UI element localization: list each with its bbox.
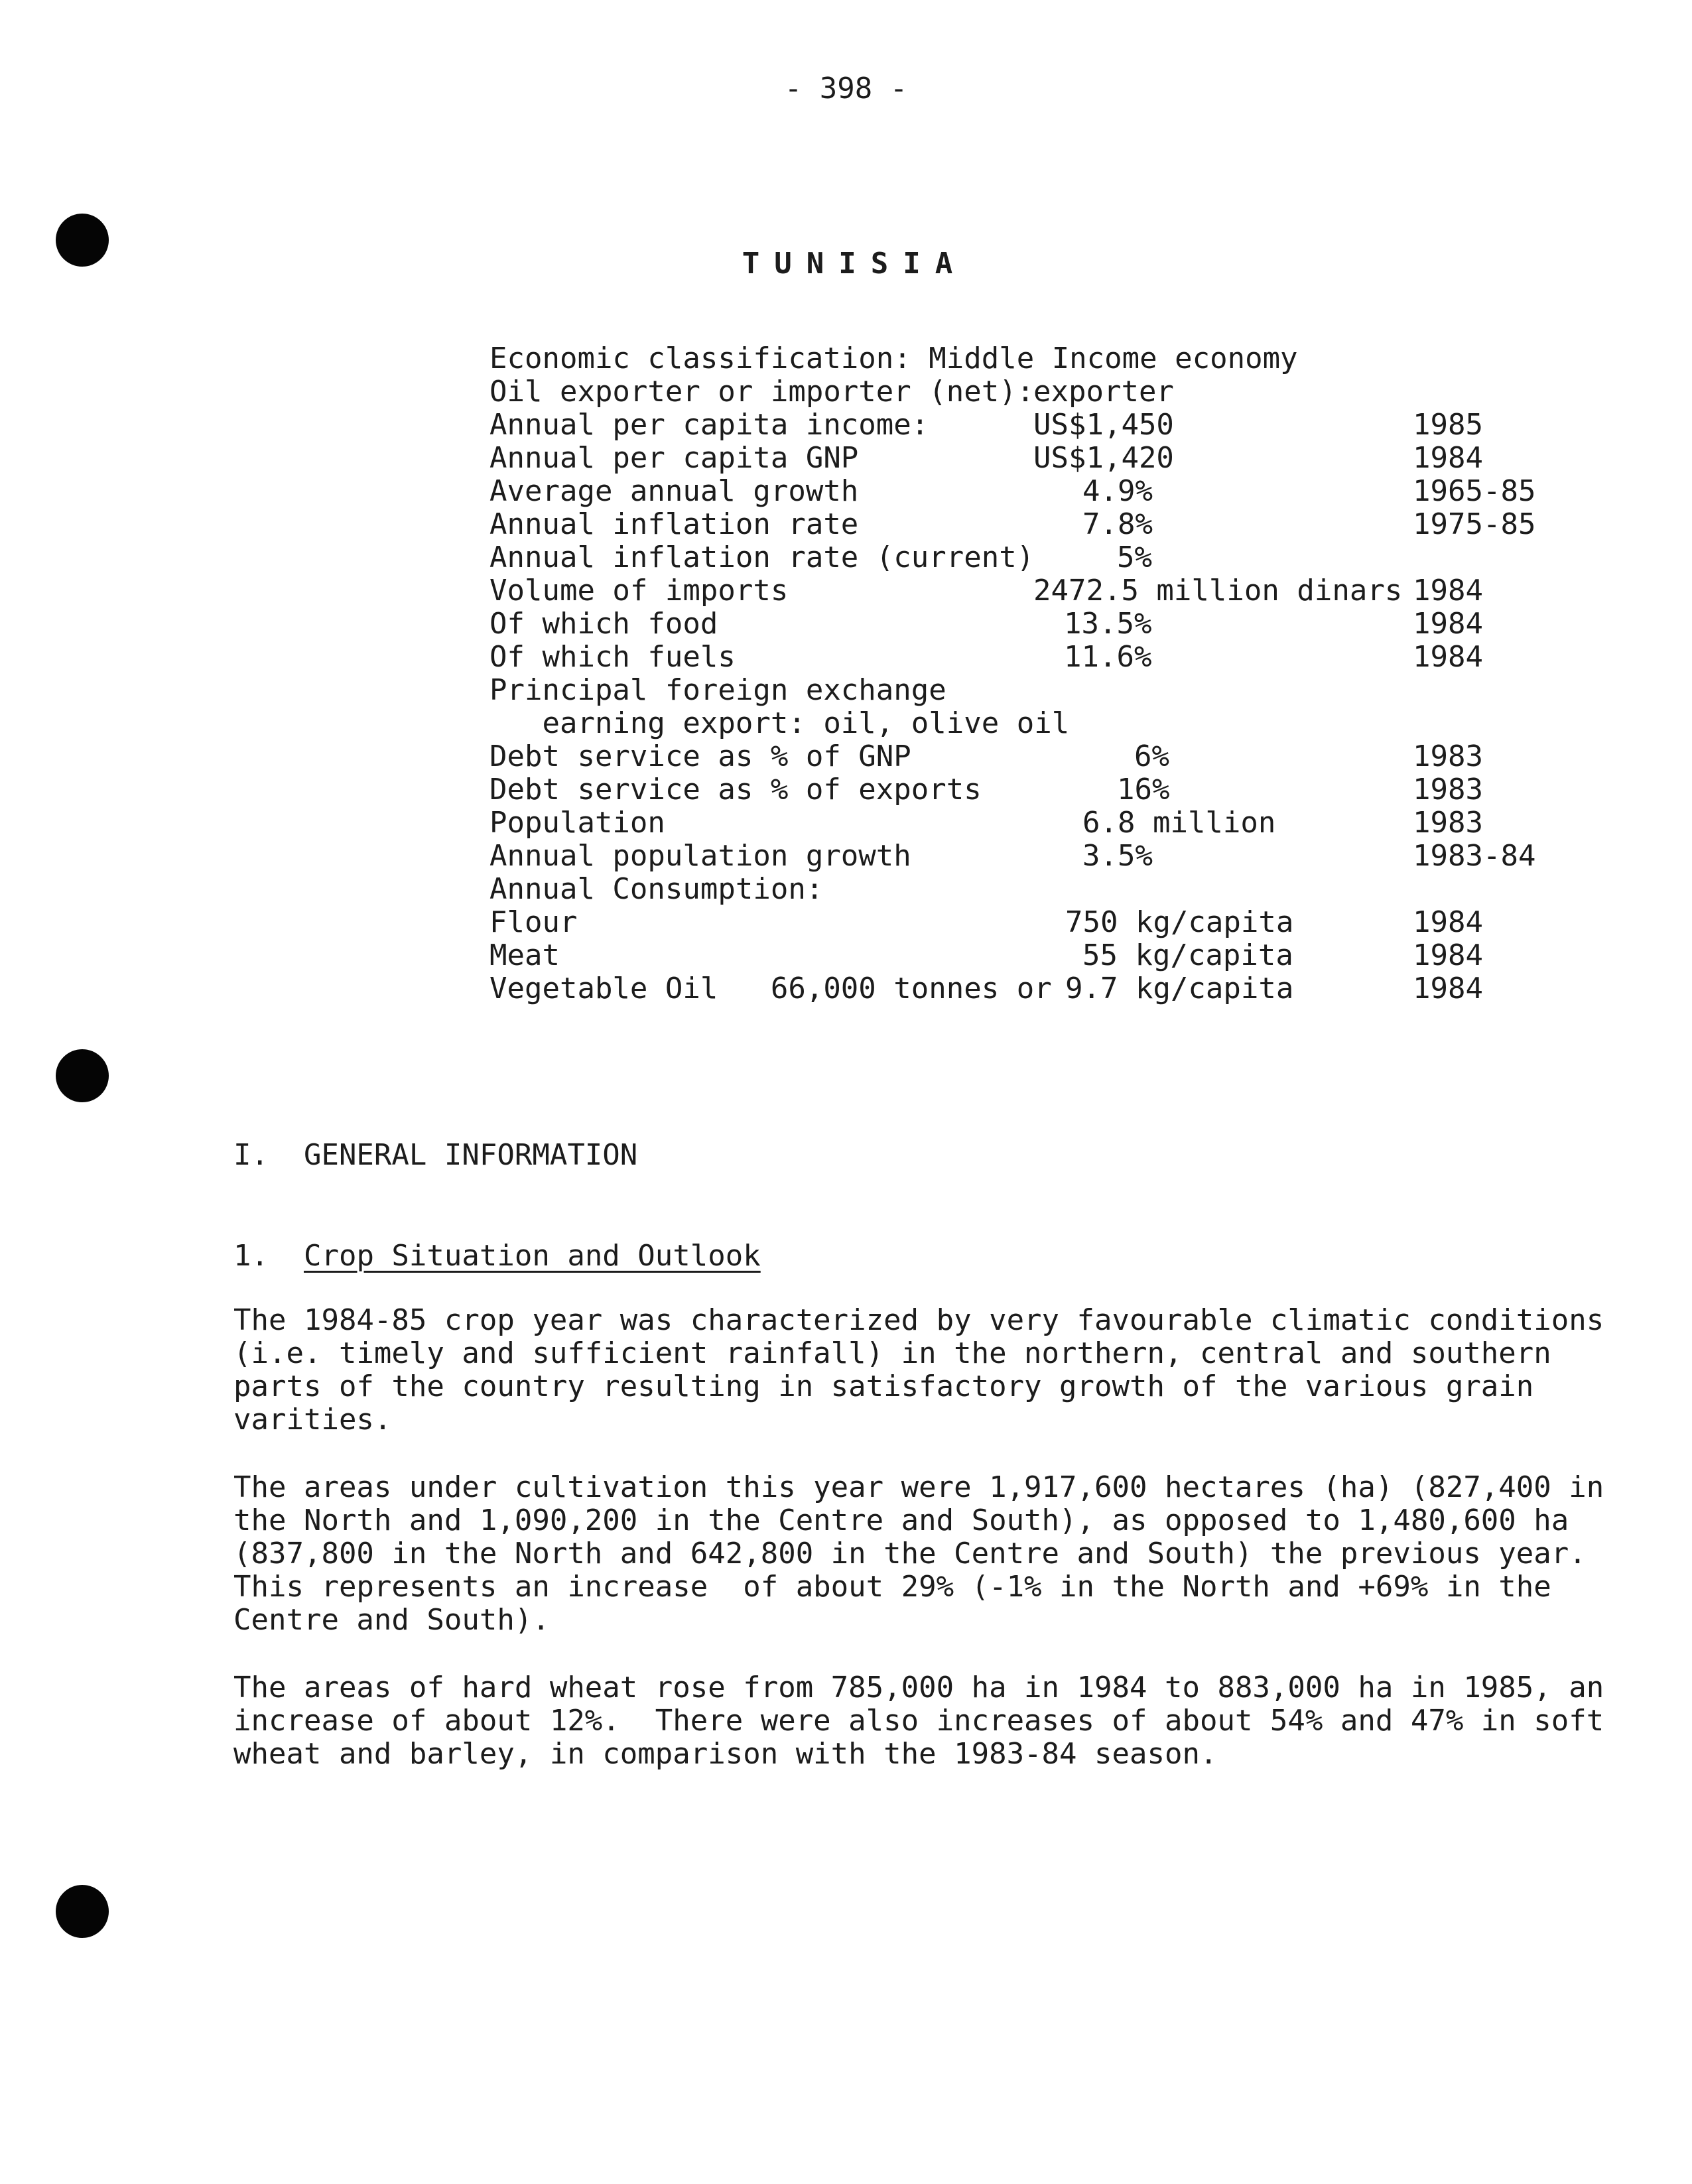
fact-year: 1984 (1413, 640, 1483, 674)
fact-year: 1985 (1413, 408, 1483, 442)
fact-value: 4.9% (1082, 474, 1153, 508)
fact-value: 9.7 kg/capita (1065, 972, 1294, 1005)
fact-value: 13.5% (1064, 607, 1152, 641)
fact-year: 1984 (1413, 574, 1483, 608)
fact-year: 1983 (1413, 806, 1483, 840)
fact-value: 5% (1117, 541, 1152, 574)
fact-value: 3.5% (1082, 839, 1153, 873)
punch-hole-middle (56, 1049, 109, 1102)
paragraph: The 1984-85 crop year was characterized by very favourable climatic conditions (i.e. timely and sufficient rainfall) in the northern, central and southern parts of the country resulting in satisfactory growth of the various grain varities. (233, 1303, 1604, 1437)
fact-label: Of which food (489, 607, 718, 641)
fact-label: Annual per capita GNP (489, 441, 859, 475)
subsection-title: Crop Situation and Outlook (303, 1239, 761, 1273)
paragraph: The areas under cultivation this year were 1,917,600 hectares (ha) (827,400 in the North and 1,090,200 in the Centre and South), as opposed to 1,480,600 ha (837,800 in the North and 642,800 in the Centre and South) the previous year. This represents an increase of about 29% (-1% in the North and +69% in the Centre and South). (233, 1470, 1604, 1637)
fact-value: 2472.5 million dinars (1033, 574, 1403, 608)
fact-label: Flour (489, 905, 578, 939)
fact-label: Of which fuels (489, 640, 736, 674)
subsection-heading (233, 1239, 761, 1273)
fact-value: 55 kg/capita (1082, 938, 1293, 972)
fact-year: 1984 (1413, 972, 1483, 1005)
page-title: TUNISIA (742, 247, 968, 281)
fact-year: 1983 (1413, 739, 1483, 773)
fact-year: 1984 (1413, 441, 1483, 475)
fact-year: 1975-85 (1413, 507, 1536, 541)
fact-label: Population (489, 806, 665, 840)
fact-year: 1984 (1413, 607, 1483, 641)
fact-label: Meat (489, 938, 560, 972)
fact-label: Average annual growth (489, 474, 859, 508)
fact-value: US$1,420 (1033, 441, 1174, 475)
fact-year: 1983 (1413, 773, 1483, 806)
fact-label: Annual inflation rate (489, 507, 859, 541)
fact-label: Economic classification: Middle Income economy (489, 342, 1298, 375)
punch-hole-bottom (56, 1885, 109, 1938)
fact-value: US$1,450 (1033, 408, 1174, 442)
fact-year: 1965-85 (1413, 474, 1536, 508)
fact-label: Principal foreign exchange (489, 673, 946, 707)
paragraph: The areas of hard wheat rose from 785,000 ha in 1984 to 883,000 ha in 1985, an increase of about 12%. There were also increases of about 54% and 47% in soft wheat and barley, in comparison with the 1983-84 season. (233, 1671, 1604, 1771)
fact-label: Annual per capita income: (489, 408, 929, 442)
fact-year: 1984 (1413, 938, 1483, 972)
fact-label: Debt service as % of exports (489, 773, 982, 806)
fact-label: Debt service as % of GNP (489, 739, 911, 773)
fact-year: 1983-84 (1413, 839, 1536, 873)
fact-label: Annual Consumption: (489, 872, 824, 906)
fact-value: 750 kg/capita (1065, 905, 1294, 939)
fact-year: 1984 (1413, 905, 1483, 939)
fact-value: 16% (1117, 773, 1170, 806)
fact-value: exporter (1033, 375, 1174, 409)
page-number: - 398 - (784, 72, 908, 105)
fact-value: 6% (1134, 739, 1169, 773)
subsection-number: 1. (233, 1239, 269, 1273)
fact-value: 11.6% (1064, 640, 1152, 674)
fact-value: 7.8% (1082, 507, 1153, 541)
fact-label: Vegetable Oil 66,000 tonnes or (489, 972, 1052, 1005)
fact-label: Volume of imports (489, 574, 789, 608)
fact-label: Oil exporter or importer (net): (489, 375, 1035, 409)
section-heading: I. GENERAL INFORMATION (233, 1138, 638, 1172)
fact-label: earning export: oil, olive oil (489, 706, 1070, 740)
fact-label: Annual inflation rate (current) (489, 541, 1035, 574)
fact-value: 6.8 million (1082, 806, 1276, 840)
fact-label: Annual population growth (489, 839, 911, 873)
